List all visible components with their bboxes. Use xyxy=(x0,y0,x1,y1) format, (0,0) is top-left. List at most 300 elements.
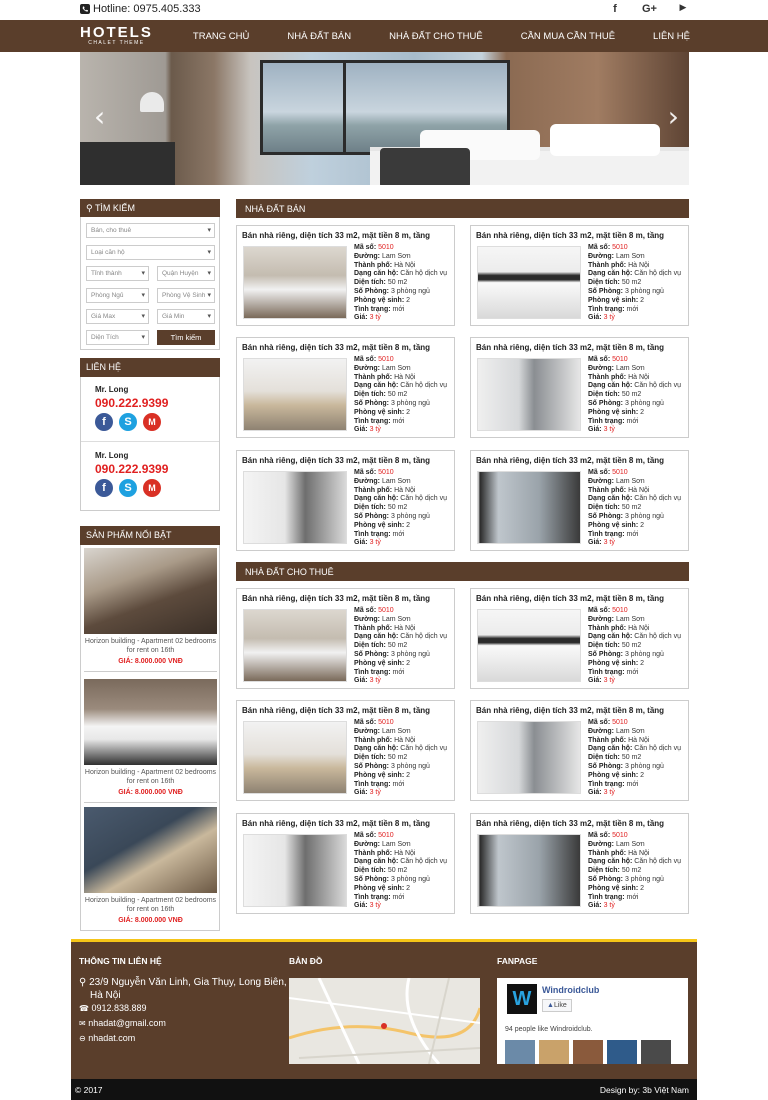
listing-field-value: 50 m2 xyxy=(387,279,408,287)
gmail-icon[interactable]: M xyxy=(143,479,161,497)
listing-field-label: Tình trạng: xyxy=(354,417,391,425)
listing-field-value: 3 phòng ngủ xyxy=(624,512,664,520)
listing-field-label: Phòng vệ sinh: xyxy=(588,521,639,529)
listing-field-label: Số Phòng: xyxy=(588,287,623,295)
listing-thumbnail[interactable] xyxy=(477,834,581,907)
listing-thumbnail[interactable] xyxy=(477,358,581,431)
listing-field-value: 50 m2 xyxy=(621,391,642,399)
contact-box xyxy=(80,377,220,511)
listing-field-value: 50 m2 xyxy=(621,642,642,650)
listing-field-value: 3 phòng ngủ xyxy=(624,399,664,407)
listing-card[interactable] xyxy=(470,588,689,689)
listing-field-label: Đường: xyxy=(588,252,614,260)
listing-field-label: Dạng căn hộ: xyxy=(354,858,399,866)
avatar[interactable] xyxy=(573,1040,603,1064)
featured-box xyxy=(80,545,220,931)
listing-field-label: Phòng vệ sinh: xyxy=(588,659,639,667)
featured-item[interactable] xyxy=(84,807,217,924)
listing-title[interactable]: Bán nhà riêng, diện tích 33 m2, mặt tiền 8 m, tầng xyxy=(476,231,665,240)
listing-field-label: Giá: xyxy=(354,677,368,685)
listing-field-label: Phòng vệ sinh: xyxy=(588,884,639,892)
listing-field-value: Hà Nội xyxy=(628,624,650,632)
listing-field-label: Dạng căn hộ: xyxy=(354,382,399,390)
listing-title[interactable]: Bán nhà riêng, diện tích 33 m2, mặt tiền 8 m, tầng xyxy=(476,343,665,352)
listing-field-label: Tình trạng: xyxy=(354,893,391,901)
listing-field-label: Diện tích: xyxy=(354,391,386,399)
listing-field-value: Căn hộ dịch vụ xyxy=(634,495,681,503)
listing-card[interactable] xyxy=(470,337,689,438)
listing-card[interactable] xyxy=(236,337,455,438)
chevron-right-icon[interactable]: › xyxy=(667,100,679,133)
listing-field-label: Giá: xyxy=(588,426,602,434)
listing-field-value: 3 phòng ngủ xyxy=(624,287,664,295)
listing-field-value: 2 xyxy=(406,659,411,667)
listing-field-value: 5010 xyxy=(378,469,394,476)
listing-field-value: 50 m2 xyxy=(621,867,642,875)
listing-field-label: Số Phòng: xyxy=(354,399,389,407)
listing-field-label: Đường: xyxy=(588,840,614,848)
listing-field-label: Mã số: xyxy=(354,719,377,726)
listing-field-value: 3 phòng ngủ xyxy=(390,399,430,407)
listing-field-label: Dạng căn hộ: xyxy=(354,495,399,503)
listing-field-value: Hà Nội xyxy=(394,373,416,381)
hotline xyxy=(80,3,201,15)
nav-contact[interactable]: LIÊN HỆ xyxy=(653,30,690,42)
listing-field-value: mới xyxy=(626,668,639,676)
listing-field-value: mới xyxy=(392,780,405,788)
listing-thumbnail[interactable] xyxy=(477,246,581,319)
listing-field-value: 2 xyxy=(406,771,411,779)
listing-info xyxy=(588,244,681,323)
listing-field-value: 50 m2 xyxy=(387,391,408,399)
listing-field-label: Giá: xyxy=(588,789,602,797)
featured-item[interactable] xyxy=(84,548,217,672)
listing-card[interactable] xyxy=(236,700,455,801)
listing-info xyxy=(354,356,447,435)
bathrooms-select[interactable]: Phòng Vệ Sinh ▾ xyxy=(157,288,215,303)
listing-field-label: Phòng vệ sinh: xyxy=(354,659,405,667)
listing-field-label: Số Phòng: xyxy=(588,512,623,520)
listing-thumbnail[interactable] xyxy=(477,471,581,544)
listing-field-value: 50 m2 xyxy=(387,642,408,650)
listing-field-label: Thành phố: xyxy=(354,486,393,494)
listing-thumbnail[interactable] xyxy=(243,471,347,544)
logo-text: HOTELS xyxy=(80,24,153,41)
listing-field-label: Thành phố: xyxy=(354,373,393,381)
listing-field-value: Căn hộ dịch vụ xyxy=(400,495,447,503)
listing-card[interactable] xyxy=(470,225,689,326)
hero-cushion xyxy=(380,148,470,185)
listing-field-value: 2 xyxy=(640,296,645,304)
listing-field-value: mới xyxy=(392,305,405,313)
google-plus-icon[interactable]: G+ xyxy=(642,3,657,15)
listing-title[interactable]: Bán nhà riêng, diện tích 33 m2, mặt tiền 8 m, tầng xyxy=(476,819,665,828)
contact-phone[interactable]: 090.222.9399 xyxy=(95,396,169,410)
listing-field-label: Tình trạng: xyxy=(588,780,625,788)
listing-field-label: Đường: xyxy=(354,252,380,260)
listing-info xyxy=(354,607,447,686)
listing-info xyxy=(354,244,447,323)
search-icon: ⚲ xyxy=(86,204,93,214)
listing-field-value: Lam Sơn xyxy=(381,727,411,735)
listing-thumbnail[interactable] xyxy=(477,721,581,794)
area-select[interactable]: Diện Tích ▾ xyxy=(86,330,149,345)
avatar[interactable] xyxy=(641,1040,671,1064)
listing-field-label: Số Phòng: xyxy=(354,762,389,770)
globe-icon: ⊖ xyxy=(79,1034,86,1043)
listing-field-value: Căn hộ dịch vụ xyxy=(634,858,681,866)
chevron-left-icon[interactable]: ‹ xyxy=(94,100,106,133)
listing-info xyxy=(588,832,681,911)
listing-field-value: 2 xyxy=(640,884,645,892)
listing-field-label: Mã số: xyxy=(588,469,611,476)
listing-field-label: Giá: xyxy=(588,902,602,910)
contact-name: Mr. Long xyxy=(95,451,129,460)
listing-field-value: Hà Nội xyxy=(628,373,650,381)
listing-thumbnail[interactable] xyxy=(243,246,347,319)
listing-field-value: Lam Sơn xyxy=(615,840,645,848)
featured-caption: Horizon building - Apartment 02 bedrooms for rent on 16th xyxy=(84,897,217,913)
nav-menu xyxy=(193,20,690,52)
listing-field-value: Hà Nội xyxy=(394,736,416,744)
listing-field-value: Căn hộ dịch vụ xyxy=(400,858,447,866)
footer-phone: ☎ 0912.838.889 xyxy=(79,1003,147,1013)
listing-field-value: 3 phòng ngủ xyxy=(390,875,430,883)
fb-like-button[interactable]: ▲Like xyxy=(542,999,572,1012)
listing-field-value: Căn hộ dịch vụ xyxy=(634,633,681,641)
footer xyxy=(71,939,697,1079)
avatar[interactable] xyxy=(505,1040,535,1064)
listing-field-label: Mã số: xyxy=(588,244,611,251)
listing-field-label: Tình trạng: xyxy=(588,668,625,676)
listing-field-value: 50 m2 xyxy=(387,504,408,512)
listing-field-label: Số Phòng: xyxy=(354,875,389,883)
footer-web: ⊖ nhadat.com xyxy=(79,1033,136,1043)
listing-field-value: Hà Nội xyxy=(628,486,650,494)
featured-image xyxy=(84,807,217,893)
listing-title[interactable]: Bán nhà riêng, diện tích 33 m2, mặt tiền 8 m, tầng xyxy=(476,594,665,603)
copyright: © 2017 xyxy=(75,1085,103,1095)
listing-field-value: 3 tỷ xyxy=(369,539,381,547)
thumbs-up-icon: ▲ xyxy=(547,1002,554,1009)
listing-title[interactable]: Bán nhà riêng, diện tích 33 m2, mặt tiền 8 m, tầng xyxy=(242,343,431,352)
listing-field-value: 5010 xyxy=(378,244,394,251)
featured-image xyxy=(84,548,217,634)
listing-card[interactable] xyxy=(470,450,689,551)
listing-field-label: Giá: xyxy=(354,426,368,434)
district-select[interactable]: Quận Huyện ▾ xyxy=(157,266,215,281)
featured-caption: Horizon building - Apartment 02 bedrooms for rent on 16th xyxy=(84,638,217,654)
listing-field-value: Lam Sơn xyxy=(615,727,645,735)
contact-entry xyxy=(95,385,168,431)
design-credit: Design by: 3b Việt Nam xyxy=(599,1085,689,1095)
bottom-bar xyxy=(71,1079,697,1100)
avatar[interactable] xyxy=(539,1040,569,1064)
listing-field-label: Thành phố: xyxy=(588,849,627,857)
section-rent-header: NHÀ ĐẤT CHO THUÊ xyxy=(236,562,689,581)
listing-field-label: Đường: xyxy=(354,727,380,735)
listing-field-value: Căn hộ dịch vụ xyxy=(634,745,681,753)
section-sale-header: NHÀ ĐẤT BÁN xyxy=(236,199,689,218)
listing-field-value: 3 tỷ xyxy=(603,539,615,547)
listing-field-value: mới xyxy=(392,530,405,538)
listing-field-label: Số Phòng: xyxy=(354,287,389,295)
footer-email: ✉ nhadat@gmail.com xyxy=(79,1018,166,1028)
hero-slider xyxy=(80,52,689,185)
apartment-select[interactable]: Loại căn hộ ▾ xyxy=(86,245,215,260)
type-select[interactable]: Bán, cho thuê ▾ xyxy=(86,223,215,238)
youtube-icon[interactable]: ▶ xyxy=(679,3,687,13)
listing-field-value: Lam Sơn xyxy=(615,615,645,623)
listing-field-label: Mã số: xyxy=(588,356,611,363)
listing-field-label: Giá: xyxy=(588,677,602,685)
listing-field-value: Lam Sơn xyxy=(615,364,645,372)
nav-wanted[interactable]: CẦN MUA CẦN THUÊ xyxy=(520,30,616,42)
featured-caption: Horizon building - Apartment 02 bedrooms for rent on 16th xyxy=(84,769,217,785)
nav-sale[interactable]: NHÀ ĐẤT BÁN xyxy=(287,30,352,42)
facebook-icon[interactable]: f xyxy=(95,479,113,497)
listing-title[interactable]: Bán nhà riêng, diện tích 33 m2, mặt tiền 8 m, tầng xyxy=(242,456,431,465)
listing-field-value: mới xyxy=(392,893,405,901)
listing-card[interactable] xyxy=(236,450,455,551)
price-max-select[interactable]: Giá Max ▾ xyxy=(86,309,149,324)
listing-field-value: 3 tỷ xyxy=(369,314,381,322)
listing-field-label: Dạng căn hộ: xyxy=(588,745,633,753)
listing-field-value: 2 xyxy=(406,408,411,416)
logo[interactable] xyxy=(80,25,153,46)
listing-thumbnail[interactable] xyxy=(477,609,581,682)
footer-map[interactable] xyxy=(289,978,480,1064)
listing-card[interactable] xyxy=(236,588,455,689)
listing-field-value: 5010 xyxy=(378,719,394,726)
listing-field-label: Tình trạng: xyxy=(354,780,391,788)
listing-field-value: 3 phòng ngủ xyxy=(390,650,430,658)
listing-field-value: Căn hộ dịch vụ xyxy=(400,270,447,278)
listing-card[interactable] xyxy=(470,700,689,801)
listing-field-value: mới xyxy=(626,305,639,313)
map-roads xyxy=(289,978,480,1064)
listing-field-value: 5010 xyxy=(612,244,628,251)
listing-field-value: 5010 xyxy=(612,469,628,476)
listing-field-value: Lam Sơn xyxy=(381,364,411,372)
footer-fanpage-title: FANPAGE xyxy=(497,956,538,966)
listing-field-value: 50 m2 xyxy=(621,754,642,762)
featured-price: GIÁ: 8.000.000 VNĐ xyxy=(118,658,183,665)
hero-desk xyxy=(80,142,175,185)
listing-info xyxy=(354,832,447,911)
listing-field-value: Căn hộ dịch vụ xyxy=(400,633,447,641)
listing-field-label: Diện tích: xyxy=(588,391,620,399)
listing-field-value: 5010 xyxy=(612,719,628,726)
province-select[interactable]: Tỉnh thành ▾ xyxy=(86,266,149,281)
listing-field-label: Mã số: xyxy=(354,469,377,476)
listing-field-label: Dạng căn hộ: xyxy=(588,633,633,641)
listing-field-label: Số Phòng: xyxy=(588,650,623,658)
bedrooms-select[interactable]: Phòng Ngủ ▾ xyxy=(86,288,149,303)
listing-field-label: Diện tích: xyxy=(354,754,386,762)
listing-field-label: Diện tích: xyxy=(354,279,386,287)
price-min-select[interactable]: Giá Min ▾ xyxy=(157,309,215,324)
listing-card[interactable] xyxy=(470,813,689,914)
listing-field-label: Dạng căn hộ: xyxy=(354,633,399,641)
skype-icon[interactable]: S xyxy=(119,413,137,431)
listing-field-label: Phòng vệ sinh: xyxy=(354,884,405,892)
listing-field-value: 50 m2 xyxy=(621,504,642,512)
listing-field-label: Số Phòng: xyxy=(588,762,623,770)
hotline-text: Hotline: 0975.405.333 xyxy=(93,3,201,15)
listing-field-label: Đường: xyxy=(354,840,380,848)
featured-item[interactable] xyxy=(84,679,217,803)
fanpage-widget xyxy=(497,978,688,1064)
listing-field-value: Lam Sơn xyxy=(381,477,411,485)
listing-thumbnail[interactable] xyxy=(243,721,347,794)
fb-like-count: 94 people like Windroidclub. xyxy=(505,1026,593,1033)
fb-page-name[interactable]: Windroidclub xyxy=(542,985,600,995)
divider xyxy=(81,441,219,442)
search-button[interactable]: Tìm kiếm xyxy=(157,330,215,345)
listing-field-value: Căn hộ dịch vụ xyxy=(634,382,681,390)
listing-field-label: Diện tích: xyxy=(354,504,386,512)
listing-field-label: Mã số: xyxy=(588,832,611,839)
listing-field-value: Căn hộ dịch vụ xyxy=(400,382,447,390)
listing-field-value: 3 tỷ xyxy=(603,426,615,434)
listing-field-label: Dạng căn hộ: xyxy=(588,858,633,866)
listing-thumbnail[interactable] xyxy=(243,834,347,907)
listing-field-value: Hà Nội xyxy=(628,736,650,744)
listing-field-value: Lam Sơn xyxy=(615,477,645,485)
listing-title[interactable]: Bán nhà riêng, diện tích 33 m2, mặt tiền 8 m, tầng xyxy=(242,819,431,828)
listing-field-label: Thành phố: xyxy=(588,261,627,269)
listing-field-value: 50 m2 xyxy=(387,867,408,875)
listing-field-label: Mã số: xyxy=(354,356,377,363)
phone-icon xyxy=(80,4,90,14)
featured-price: GIÁ: 8.000.000 VNĐ xyxy=(118,789,183,796)
listing-field-label: Mã số: xyxy=(588,719,611,726)
listing-field-label: Tình trạng: xyxy=(588,893,625,901)
listing-title[interactable]: Bán nhà riêng, diện tích 33 m2, mặt tiền 8 m, tầng xyxy=(242,594,431,603)
listing-field-label: Giá: xyxy=(354,789,368,797)
top-bar xyxy=(0,0,768,20)
listing-field-label: Diện tích: xyxy=(354,642,386,650)
listing-field-value: mới xyxy=(392,417,405,425)
listing-field-label: Tình trạng: xyxy=(354,305,391,313)
listing-field-label: Giá: xyxy=(354,539,368,547)
listing-field-value: Hà Nội xyxy=(628,261,650,269)
listing-field-label: Thành phố: xyxy=(588,736,627,744)
listing-field-value: Hà Nội xyxy=(394,624,416,632)
listing-title[interactable]: Bán nhà riêng, diện tích 33 m2, mặt tiền 8 m, tầng xyxy=(476,456,665,465)
listing-field-label: Thành phố: xyxy=(354,261,393,269)
listing-field-label: Giá: xyxy=(354,314,368,322)
listing-field-value: 5010 xyxy=(612,832,628,839)
contact-entry xyxy=(95,451,168,497)
footer-map-title: BẢN ĐỒ xyxy=(289,956,323,966)
featured-header: SẢN PHẨM NỔI BẬT xyxy=(80,526,220,545)
listing-thumbnail[interactable] xyxy=(243,609,347,682)
listing-field-label: Diện tích: xyxy=(588,754,620,762)
listing-field-label: Mã số: xyxy=(354,607,377,614)
listing-field-label: Giá: xyxy=(588,314,602,322)
listing-field-label: Phòng vệ sinh: xyxy=(354,408,405,416)
listing-field-label: Phòng vệ sinh: xyxy=(588,408,639,416)
divider xyxy=(84,802,217,803)
listing-title[interactable]: Bán nhà riêng, diện tích 33 m2, mặt tiền 8 m, tầng xyxy=(242,706,431,715)
listing-card[interactable] xyxy=(236,813,455,914)
listing-info xyxy=(354,719,447,798)
listing-field-label: Diện tích: xyxy=(588,504,620,512)
listing-field-label: Tình trạng: xyxy=(588,417,625,425)
listing-field-value: Căn hộ dịch vụ xyxy=(634,270,681,278)
listing-field-label: Mã số: xyxy=(588,607,611,614)
featured-price: GIÁ: 8.000.000 VNĐ xyxy=(118,917,183,924)
listing-title[interactable]: Bán nhà riêng, diện tích 33 m2, mặt tiền 8 m, tầng xyxy=(242,231,431,240)
listing-field-value: 5010 xyxy=(612,607,628,614)
listing-info xyxy=(588,719,681,798)
listing-card[interactable] xyxy=(236,225,455,326)
avatar[interactable] xyxy=(607,1040,637,1064)
listing-field-value: 3 tỷ xyxy=(603,789,615,797)
hero-pillow xyxy=(550,124,660,156)
gmail-icon[interactable]: M xyxy=(143,413,161,431)
listing-info xyxy=(588,607,681,686)
listing-field-label: Diện tích: xyxy=(588,642,620,650)
listing-field-value: 2 xyxy=(406,296,411,304)
contact-phone[interactable]: 090.222.9399 xyxy=(95,462,169,476)
listing-field-label: Phòng vệ sinh: xyxy=(354,771,405,779)
listing-field-value: 5010 xyxy=(612,356,628,363)
listing-title[interactable]: Bán nhà riêng, diện tích 33 m2, mặt tiền 8 m, tầng xyxy=(476,706,665,715)
listing-field-value: mới xyxy=(626,417,639,425)
listing-field-label: Phòng vệ sinh: xyxy=(588,771,639,779)
listing-field-value: mới xyxy=(392,668,405,676)
nav-rent[interactable]: NHÀ ĐẤT CHO THUÊ xyxy=(389,30,483,42)
listing-field-label: Tình trạng: xyxy=(354,668,391,676)
listing-field-label: Tình trạng: xyxy=(588,530,625,538)
listing-field-value: 3 tỷ xyxy=(369,789,381,797)
listing-field-label: Đường: xyxy=(588,477,614,485)
listing-field-label: Đường: xyxy=(588,615,614,623)
facebook-icon[interactable]: f xyxy=(613,3,617,15)
phone-icon: ☎ xyxy=(79,1004,89,1013)
search-header xyxy=(80,199,220,217)
skype-icon[interactable]: S xyxy=(119,479,137,497)
listing-field-label: Giá: xyxy=(588,539,602,547)
listing-field-value: 3 tỷ xyxy=(369,677,381,685)
listing-field-label: Mã số: xyxy=(354,244,377,251)
map-marker-icon: ⚲ xyxy=(79,977,87,988)
search-box xyxy=(80,217,220,350)
listing-thumbnail[interactable] xyxy=(243,358,347,431)
listing-field-value: 5010 xyxy=(378,607,394,614)
listing-field-value: Lam Sơn xyxy=(615,252,645,260)
listing-field-label: Số Phòng: xyxy=(588,875,623,883)
listing-field-value: 3 phòng ngủ xyxy=(390,287,430,295)
listing-info xyxy=(588,469,681,548)
listing-field-value: mới xyxy=(626,780,639,788)
search-title: TÌM KIẾM xyxy=(94,203,135,213)
social-links xyxy=(608,3,690,15)
listing-field-value: 2 xyxy=(406,521,411,529)
main-nav xyxy=(0,20,768,52)
listing-field-label: Diện tích: xyxy=(588,279,620,287)
fb-page-logo[interactable]: W xyxy=(507,984,537,1014)
fb-fans xyxy=(505,1040,671,1064)
facebook-icon[interactable]: f xyxy=(95,413,113,431)
listing-field-value: Hà Nội xyxy=(628,849,650,857)
nav-home[interactable]: TRANG CHỦ xyxy=(192,30,250,42)
listing-field-value: Lam Sơn xyxy=(381,615,411,623)
listing-field-value: 3 tỷ xyxy=(603,677,615,685)
